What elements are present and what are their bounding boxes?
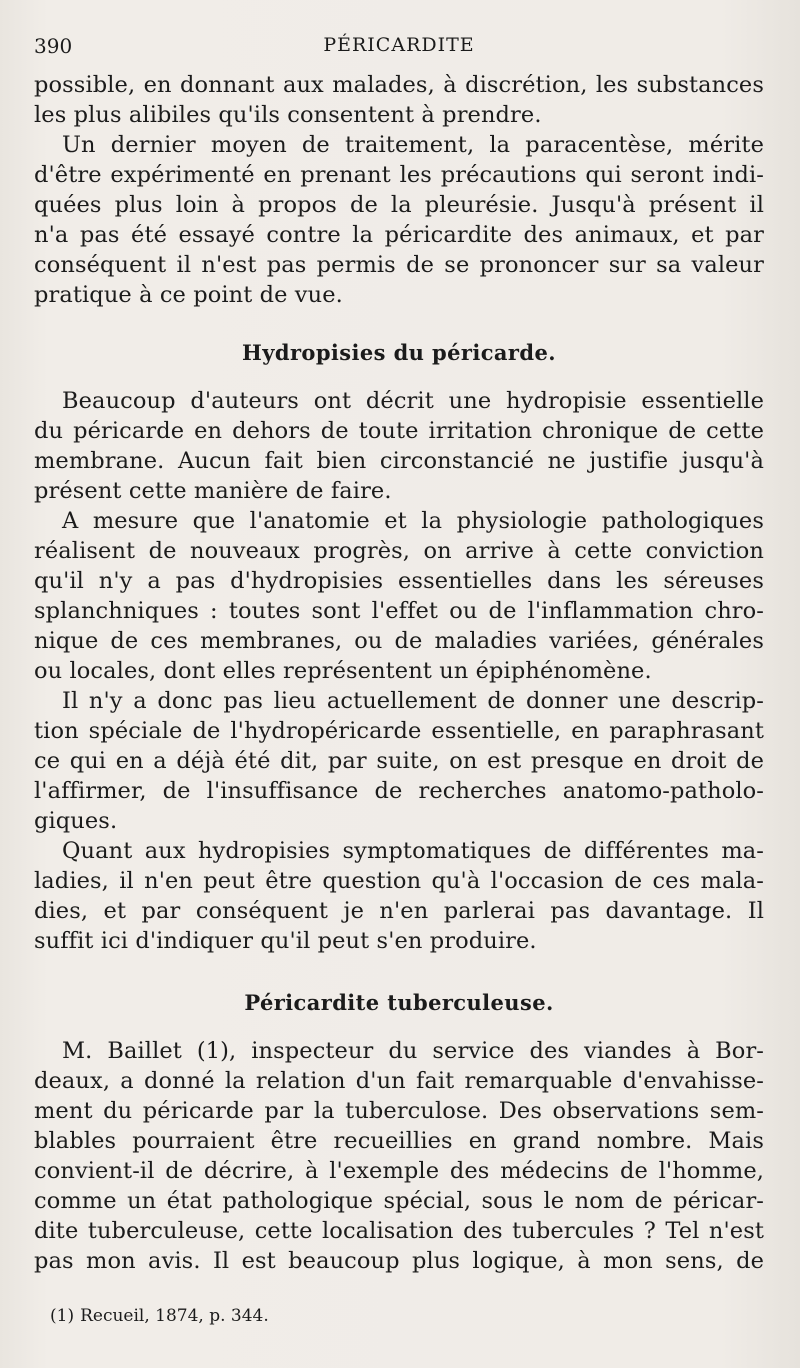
text-line: les plus alibiles qu'ils consentent à prendre. (34, 102, 542, 128)
running-header (34, 34, 764, 60)
paragraph (34, 130, 764, 310)
text-line: quées plus loin à propos de la pleurésie. Jusqu'à présent il (34, 192, 764, 218)
text-line: Beaucoup d'auteurs ont décrit une hydropisie essentielle (62, 388, 764, 414)
paragraph (34, 836, 764, 956)
text-line: nique de ces membranes, ou de maladies variées, générales (34, 628, 764, 654)
text-line: convient-il de décrire, à l'exemple des médecins de l'homme, (34, 1158, 764, 1184)
footnote (50, 1306, 269, 1326)
text-line: Il n'y a donc pas lieu actuellement de donner une descrip- (62, 688, 764, 714)
text-line: d'être expérimenté en prenant les précautions qui seront indi- (34, 162, 764, 188)
text-line: réalisent de nouveaux progrès, on arrive à cette conviction (34, 538, 764, 564)
text-line: ce qui en a déjà été dit, par suite, on est presque en droit de (34, 748, 764, 774)
text-line: suffit ici d'indiquer qu'il peut s'en produire. (34, 928, 537, 954)
text-line: dite tuberculeuse, cette localisation des tubercules ? Tel n'est (34, 1218, 764, 1244)
text-line: membrane. Aucun fait bien circonstancié ne justifie jusqu'à (34, 448, 764, 474)
text-line: A mesure que l'anatomie et la physiologie pathologiques (62, 508, 764, 534)
text-line: deaux, a donné la relation d'un fait remarquable d'envahisse- (34, 1068, 764, 1094)
text-line: giques. (34, 808, 118, 834)
section-heading: Hydropisies du péricarde. (242, 340, 556, 365)
section-heading: Péricardite tuberculeuse. (244, 990, 554, 1015)
text-line: n'a pas été essayé contre la péricardite des animaux, et par (34, 222, 764, 248)
text-line: possible, en donnant aux malades, à discrétion, les substances (34, 72, 764, 98)
paragraph (34, 686, 764, 836)
paragraph (34, 506, 764, 686)
text-line: ladies, il n'en peut être question qu'à l'occasion de ces mala- (34, 868, 764, 894)
footnote-marker: (1) (50, 1306, 75, 1326)
text-line: qu'il n'y a pas d'hydropisies essentielles dans les séreuses (34, 568, 764, 594)
footnote-text: Recueil, 1874, p. 344. (80, 1306, 269, 1326)
page-number: 390 (34, 34, 73, 58)
text-line: M. Baillet (1), inspecteur du service des viandes à Bor- (62, 1038, 764, 1064)
paragraph (34, 70, 764, 130)
text-line: l'affirmer, de l'insuffisance de recherches anatomo-patholo- (34, 778, 764, 804)
text-line: pratique à ce point de vue. (34, 282, 343, 308)
text-line: Un dernier moyen de traitement, la paracentèse, mérite (62, 132, 764, 158)
running-title: PÉRICARDITE (323, 34, 475, 56)
text-line: blables pourraient être recueillies en grand nombre. Mais (34, 1128, 764, 1154)
text-line: conséquent il n'est pas permis de se prononcer sur sa valeur (34, 252, 764, 278)
text-line: tion spéciale de l'hydropéricarde essentielle, en paraphrasant (34, 718, 764, 744)
text-line: ment du péricarde par la tuberculose. Des observations sem- (34, 1098, 764, 1124)
paragraph (34, 386, 764, 506)
text-line: du péricarde en dehors de toute irritation chronique de cette (34, 418, 764, 444)
text-line: Quant aux hydropisies symptomatiques de différentes ma- (62, 838, 764, 864)
text-line: dies, et par conséquent je n'en parlerai pas davantage. Il (34, 898, 764, 924)
text-line: pas mon avis. Il est beaucoup plus logique, à mon sens, de (34, 1248, 764, 1274)
text-line: comme un état pathologique spécial, sous le nom de péricar- (34, 1188, 764, 1214)
text-line: splanchniques : toutes sont l'effet ou de l'inflammation chro- (34, 598, 764, 624)
body-text (34, 70, 764, 1276)
text-line: ou locales, dont elles représentent un épiphénomène. (34, 658, 652, 684)
paragraph (34, 1036, 764, 1276)
text-line: présent cette manière de faire. (34, 478, 392, 504)
